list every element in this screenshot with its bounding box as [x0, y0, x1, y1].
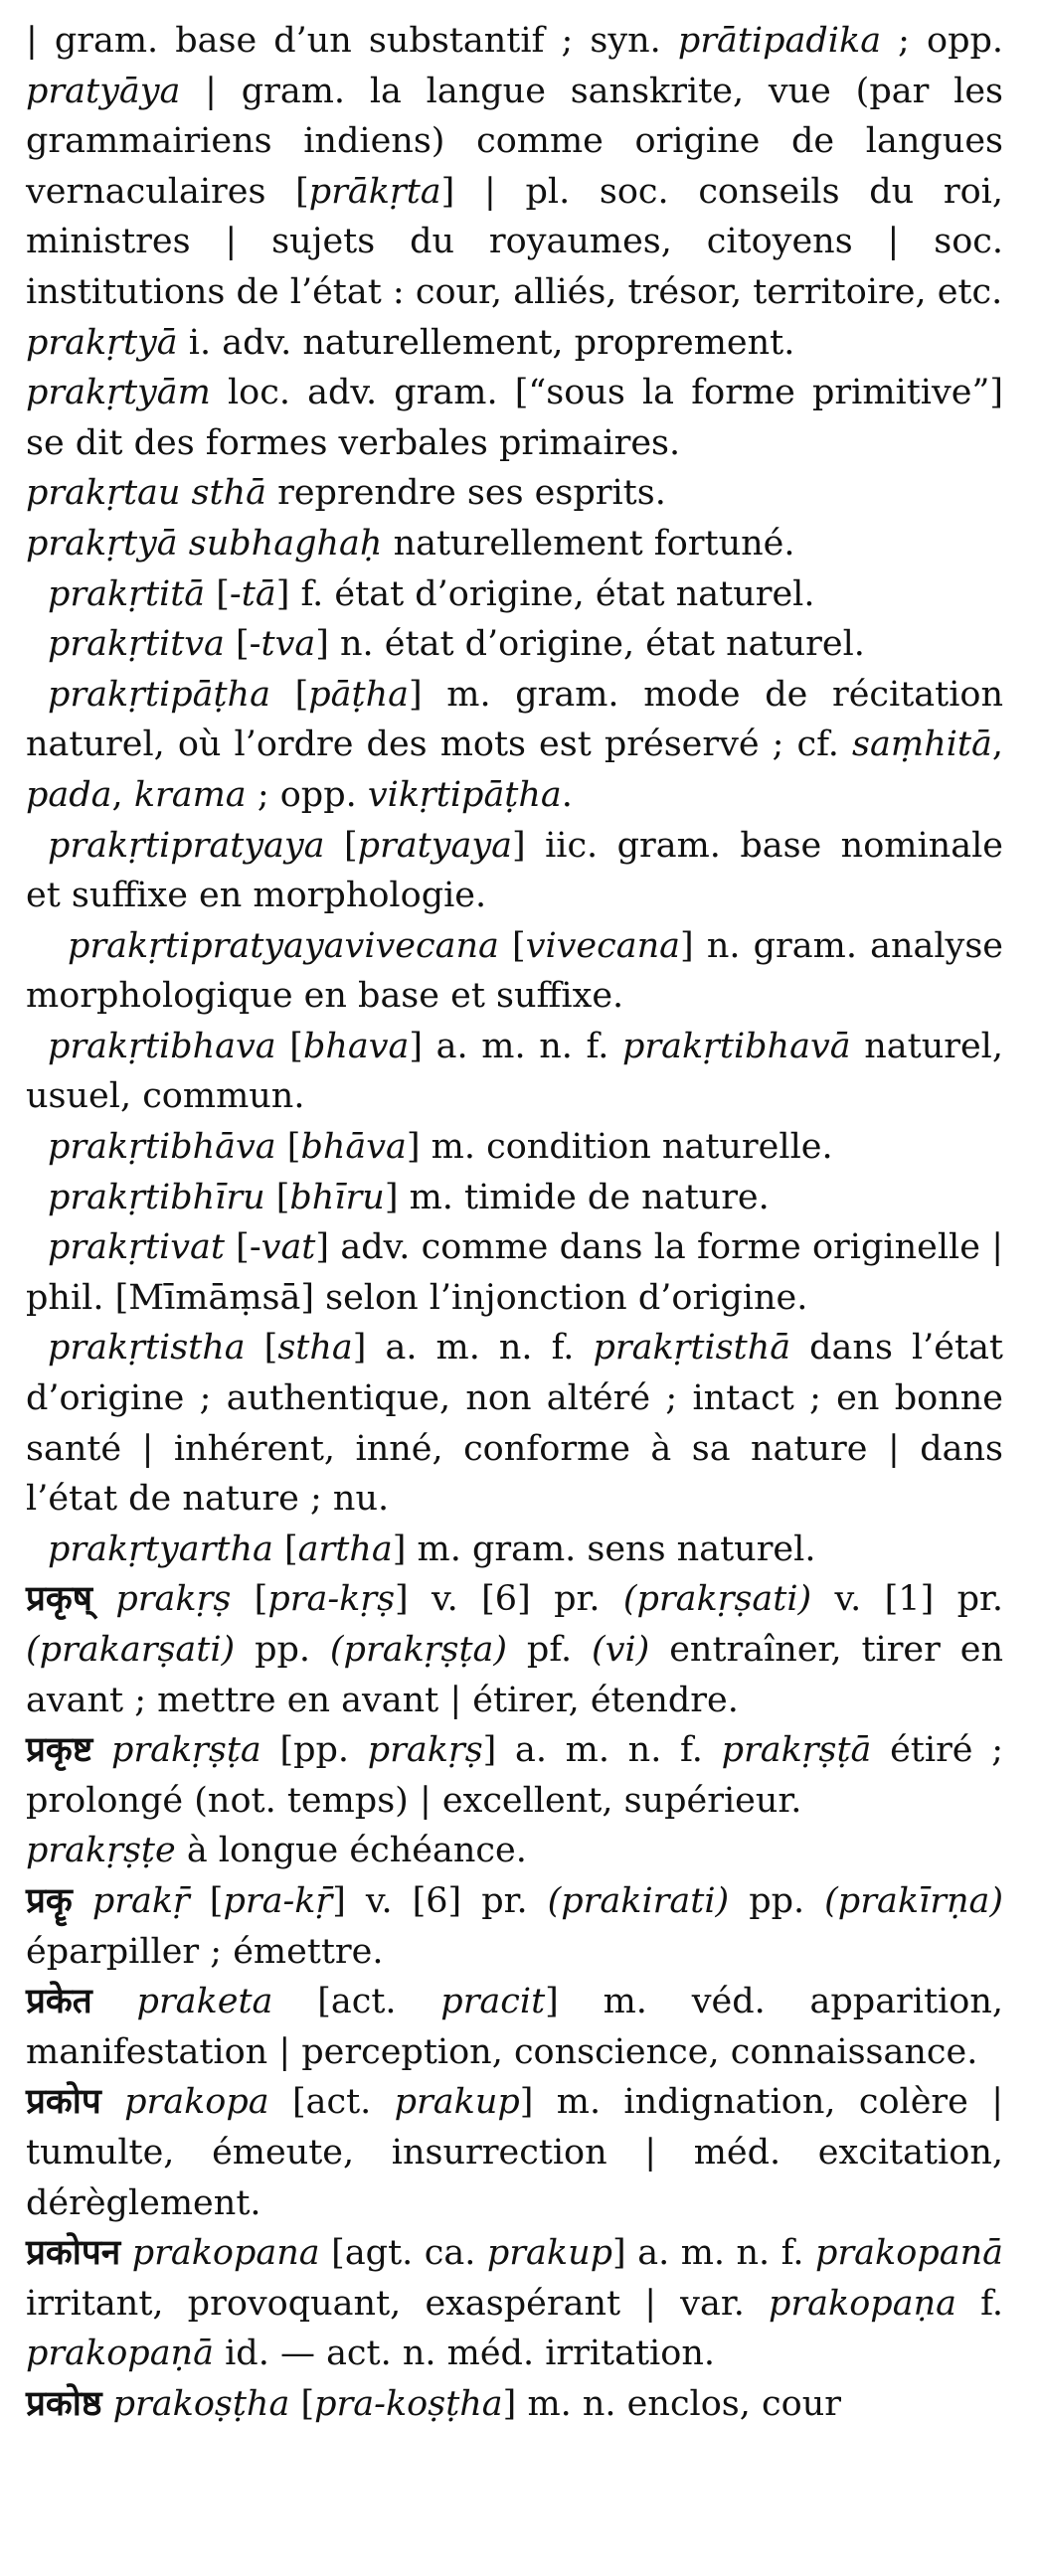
italic-term: prakṛtyā	[26, 322, 178, 363]
entry-text: [-	[224, 1227, 261, 1268]
entry-text	[92, 1982, 137, 2021]
italic-term: prakṛtyām	[26, 373, 211, 413]
entry-text: [-	[205, 573, 242, 614]
entry-text: | gram. base d’un substantif ; syn.	[26, 21, 678, 61]
entry-text: ,	[111, 774, 134, 815]
entry-text: [pp.	[260, 1730, 368, 1771]
italic-term: vikṛtipāṭha	[367, 774, 562, 815]
entry-text	[101, 2082, 124, 2122]
dictionary-entry	[26, 1122, 1003, 1173]
entry-text: irritant, provoquant, exaspérant | var.	[26, 2283, 770, 2324]
entry-text: [	[275, 1127, 301, 1168]
entry-text: v. [1] pr.	[811, 1579, 1003, 1620]
entry-text: entraîner, tirer en avant ; mettre en avant | étirer, étendre.	[26, 1630, 1003, 1720]
entry-text: [	[289, 2383, 315, 2424]
entry-text: éparpiller ; émettre.	[26, 1931, 384, 1972]
entry-text: ] a. m. n. f.	[409, 1026, 622, 1066]
devanagari-headword: प्रकोष्ठ	[26, 2383, 102, 2424]
italic-term: prakṛtipāṭha	[48, 674, 270, 715]
italic-term: prākṛta	[308, 171, 441, 212]
italic-term: pratyaya	[357, 825, 512, 866]
entry-text: i. adv. naturellement, proprement.	[177, 322, 795, 363]
italic-term: prakṛtibhava	[48, 1026, 276, 1066]
italic-term: prakṛṣṭā	[721, 1730, 872, 1771]
italic-term: prakṛtivat	[48, 1227, 225, 1268]
entry-text: ] | pl. soc. conseils du roi, ministres | sujets du royaumes, citoyens | soc. institutions de l’état : cour, alliés, trésor, territoire, etc.	[26, 171, 1003, 312]
italic-term: prakoṣṭha	[112, 2383, 290, 2424]
italic-term: pra-koṣṭha	[314, 2383, 503, 2424]
entry-text: ] v. [6] pr.	[395, 1579, 623, 1620]
entry-text: [	[269, 674, 309, 715]
entry-text: ] adv. comme dans la forme originelle | phil. [Mīmāṃsā] selon l’injonction d’origine.	[26, 1227, 1003, 1318]
entry-text: ] m. gram. sens naturel.	[392, 1529, 816, 1569]
entry-text	[92, 1579, 115, 1619]
dictionary-entry	[26, 1574, 1003, 1725]
italic-term: prakṛtipratyaya	[48, 825, 325, 866]
italic-term: prakṝ	[91, 1880, 190, 1921]
italic-term: (prakarṣati)	[26, 1630, 236, 1670]
entry-text: ] m. condition naturelle.	[406, 1127, 833, 1168]
italic-term: pāṭha	[308, 674, 409, 715]
entry-text: [agt. ca.	[319, 2233, 487, 2274]
italic-term: prakopanā	[815, 2233, 1003, 2274]
italic-term: prakopaṇā	[26, 2334, 214, 2374]
entry-text: f.	[955, 2283, 1003, 2324]
dictionary-entry	[26, 519, 1003, 569]
dictionary-entry	[26, 670, 1003, 821]
entry-text: ] m. véd. apparition, manifestation | perception, conscience, connaissance.	[26, 1982, 1003, 2072]
entry-text: ] a. m. n. f.	[352, 1328, 594, 1368]
entry-text	[92, 1730, 111, 1770]
entry-text: pp.	[235, 1630, 330, 1670]
italic-term: prakṛtisthā	[593, 1328, 791, 1368]
entry-text: ] n. gram. analyse morphologique en base et suffixe.	[26, 925, 1003, 1017]
dictionary-entry	[26, 1725, 1003, 1826]
devanagari-headword: प्रकृष्ट	[26, 1730, 93, 1771]
italic-term: pratyāya	[26, 71, 181, 111]
entry-text: ] m. n. enclos, cour	[502, 2383, 841, 2424]
entry-text: ] m. timide de nature.	[384, 1177, 770, 1217]
dictionary-entry	[26, 921, 1003, 1022]
italic-term: prakṛtyā subhaghaḥ	[26, 523, 383, 564]
entry-text: naturel, usuel, commun.	[26, 1026, 1004, 1117]
italic-term: prakṛtibhāva	[48, 1127, 276, 1168]
italic-term: artha	[297, 1529, 393, 1569]
entry-text: ] a. m. n. f.	[612, 2233, 816, 2274]
entry-text: | gram. la langue sanskrite, vue (par les grammairiens indiens) comme origine de langues vernaculaires [	[26, 71, 1003, 212]
italic-term: prakṛtipratyayavivecana	[68, 925, 499, 966]
dictionary-entry	[26, 1977, 1003, 2077]
italic-term: (prakirati)	[547, 1880, 730, 1921]
entry-text: [	[264, 1177, 290, 1217]
dictionary-entry	[26, 1173, 1003, 1223]
dictionary-entry	[26, 1525, 1003, 1575]
dictionary-entry	[26, 2077, 1003, 2228]
italic-term: prakṛṣ	[115, 1579, 232, 1620]
italic-term: prakṛṣ	[367, 1730, 483, 1771]
entry-text: [	[231, 1579, 268, 1620]
entry-text	[120, 2233, 132, 2273]
italic-term: vat	[260, 1227, 316, 1268]
italic-term: prakṛtistha	[48, 1328, 246, 1368]
entry-text: [	[245, 1328, 278, 1368]
italic-term: (vi)	[592, 1630, 650, 1670]
italic-term: prakṛtitva	[48, 624, 225, 665]
entry-text: ] n. état d’origine, état naturel.	[315, 624, 865, 665]
italic-term: pra-kṝ	[223, 1880, 333, 1921]
italic-term: prakṛtitā	[48, 573, 206, 614]
italic-term: pada	[26, 774, 112, 815]
devanagari-headword: प्रकोप	[26, 2082, 101, 2123]
entry-text: reprendre ses esprits.	[265, 473, 666, 514]
entry-text: [	[272, 1529, 298, 1569]
devanagari-headword: प्रकोपन	[26, 2233, 121, 2274]
dictionary-entry	[26, 16, 1003, 318]
dictionary-entry	[26, 2379, 1003, 2430]
entry-text: ,	[991, 724, 1003, 765]
entry-text	[73, 1881, 92, 1921]
entry-text: id. — act. n. méd. irritation.	[213, 2334, 715, 2374]
entry-text: dans l’état d’origine ; authentique, non altéré ; intact ; en bonne santé | inhérent, inné, conforme à sa nature | dans l’état de nature ; nu.	[26, 1328, 1003, 1520]
entry-text: ; opp.	[246, 774, 368, 815]
italic-term: prakṛṣṭa	[110, 1730, 261, 1771]
italic-term: bhava	[302, 1026, 410, 1066]
entry-text: [	[498, 925, 526, 966]
italic-term: vivecana	[525, 925, 681, 966]
italic-term: prakup	[486, 2233, 613, 2274]
dictionary-entry	[26, 468, 1003, 519]
italic-term: stha	[277, 1328, 353, 1368]
dictionary-entry	[26, 1826, 1003, 1876]
italic-term: (prakṛṣṭa)	[329, 1630, 508, 1670]
dictionary-entry	[26, 368, 1003, 468]
italic-term: (prakīrṇa)	[824, 1880, 1004, 1921]
entry-text: [act.	[268, 2082, 395, 2123]
dictionary-entry	[26, 569, 1003, 620]
italic-term: prakṛtibhavā	[621, 1026, 851, 1066]
dictionary-entry	[26, 1222, 1003, 1323]
italic-term: tva	[260, 624, 316, 665]
italic-term: prakopa	[124, 2082, 269, 2123]
italic-term: pracit	[440, 1982, 546, 2022]
italic-term: bhāva	[300, 1127, 407, 1168]
entry-text: pp.	[729, 1880, 825, 1921]
dictionary-entry	[26, 318, 1003, 369]
italic-term: saṃhitā	[852, 724, 992, 765]
devanagari-headword: प्रकेत	[26, 1982, 92, 2022]
italic-term: krama	[133, 774, 247, 815]
entry-text: ; opp.	[881, 21, 1003, 61]
entry-text: ] iic. gram. base nominale et suffixe en morphologie.	[26, 825, 1003, 916]
italic-term: pra-kṛṣ	[267, 1579, 396, 1620]
italic-term: prakup	[394, 2082, 520, 2123]
entry-text: ] m. gram. mode de récitation naturel, où l’ordre des mots est préservé ; cf.	[26, 674, 1004, 765]
dictionary-entry	[26, 2228, 1003, 2379]
italic-term: prakopana	[131, 2233, 320, 2274]
italic-term: prakṛtau sthā	[26, 473, 266, 514]
italic-term: prātipadika	[677, 21, 882, 61]
italic-term: (prakṛṣati)	[622, 1579, 812, 1620]
italic-term: bhīru	[289, 1177, 385, 1217]
devanagari-headword: प्रकृष्	[26, 1579, 93, 1620]
dictionary-entry	[26, 619, 1003, 670]
italic-term: prakṛṣṭe	[26, 1831, 176, 1871]
dictionary-entry	[26, 1323, 1003, 1524]
italic-term: praketa	[136, 1982, 273, 2022]
italic-term: prakopaṇa	[769, 2283, 956, 2324]
italic-term: tā	[241, 573, 276, 614]
entry-text: [act.	[272, 1982, 441, 2022]
entry-text: ] v. [6] pr.	[332, 1880, 548, 1921]
entry-text: pf.	[507, 1630, 593, 1670]
entry-text: étiré ; prolongé (not. temps) | excellent, supérieur.	[26, 1730, 1003, 1821]
dictionary-entry	[26, 1022, 1003, 1122]
entry-text: naturellement fortuné.	[382, 523, 795, 564]
dictionary-entry	[26, 821, 1003, 921]
entry-text: [	[324, 825, 358, 866]
entry-text: loc. adv. gram. [“sous la forme primitive”] se dit des formes verbales primaires.	[26, 373, 1003, 463]
entry-text: [	[275, 1026, 303, 1066]
entry-text	[101, 2384, 112, 2424]
entry-text: ] a. m. n. f.	[482, 1730, 722, 1771]
italic-term: prakṛtyartha	[48, 1529, 273, 1569]
devanagari-headword: प्रकॄ	[26, 1880, 73, 1921]
italic-term: prakṛtibhīru	[48, 1177, 265, 1217]
entry-text: ] f. état d’origine, état naturel.	[275, 573, 815, 614]
dictionary-entry	[26, 1876, 1003, 1977]
entry-text: .	[561, 774, 573, 815]
entry-text: ] m. indignation, colère | tumulte, émeute, insurrection | méd. excitation, dérèglement.	[26, 2082, 1003, 2223]
entry-text: [	[189, 1880, 224, 1921]
entry-text: [-	[224, 624, 261, 665]
entry-text: à longue échéance.	[175, 1831, 527, 1871]
